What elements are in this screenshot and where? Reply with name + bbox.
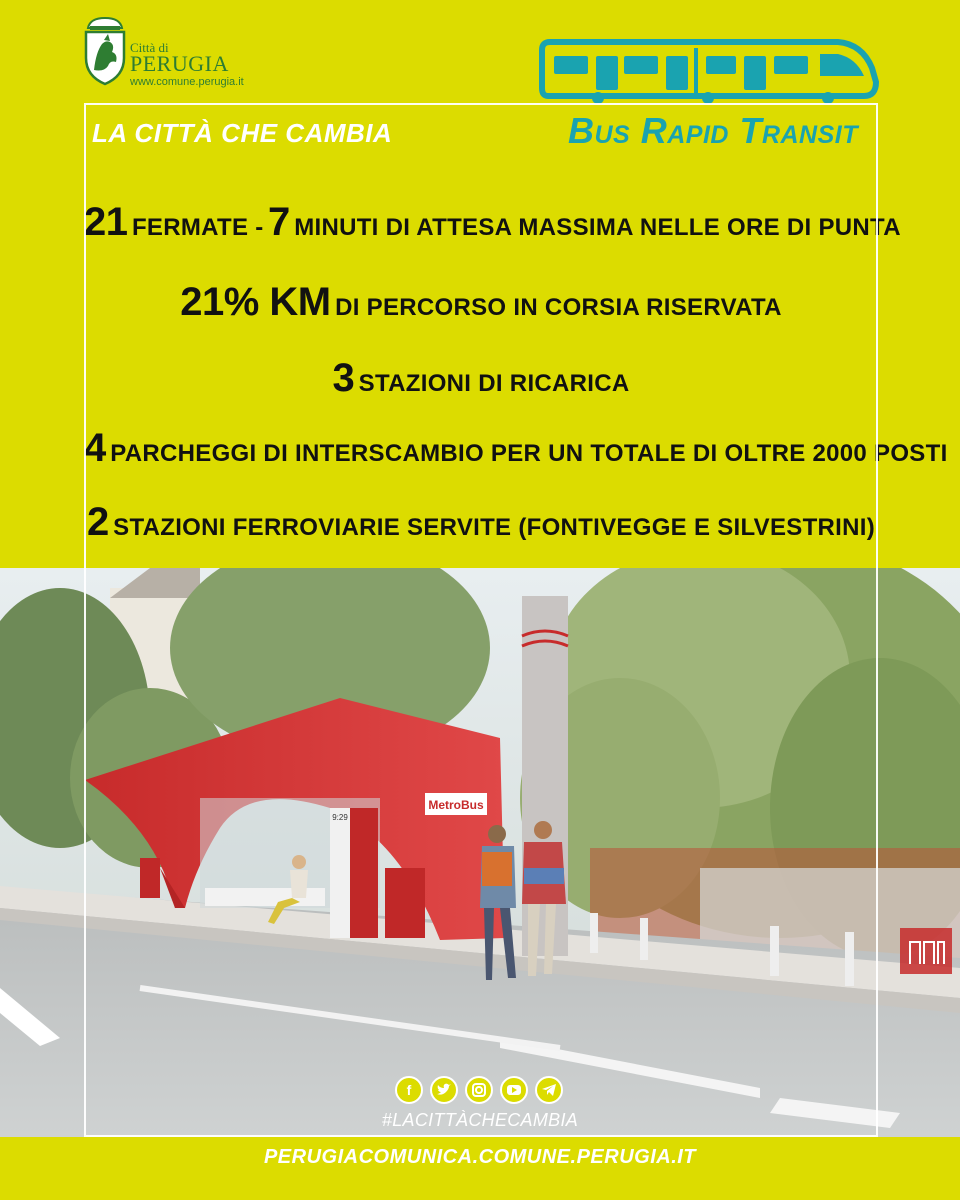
fact-number: 21% KM	[180, 280, 331, 324]
bus-stop-rendering	[0, 568, 960, 1137]
timetable-label: 9:29	[332, 813, 348, 822]
tagline: LA CITTÀ CHE CAMBIA	[92, 118, 393, 148]
fact-stops	[84, 200, 901, 244]
coat-of-arms-icon	[82, 14, 128, 86]
fact-railway-stations	[84, 502, 878, 542]
fact-text: MINUTI DI ATTESA MASSIMA NELLE ORE DI PUNTA	[294, 214, 901, 241]
website-link[interactable]: PERUGIACOMUNICA.COMUNE.PERUGIA.IT	[263, 1146, 697, 1168]
fact-text: STAZIONI FERROVIARIE SERVITE (FONTIVEGGE E SILVESTRINI)	[113, 514, 876, 541]
fact-number: 21	[84, 200, 128, 244]
brt-bus-icon	[538, 38, 880, 106]
telegram-icon[interactable]	[535, 1076, 563, 1104]
fact-number: 4	[84, 426, 106, 470]
fact-number: 3	[332, 356, 355, 400]
fact-text: FERMATE -	[131, 214, 264, 241]
logo-line1: Città di	[130, 40, 169, 55]
logo-city-name: PERUGIA	[130, 51, 229, 76]
shelter-sign: MetroBus	[428, 798, 484, 812]
fact-text: STAZIONI DI RICARICA	[358, 370, 630, 397]
fact-charging-stations	[84, 358, 878, 398]
fact-text: DI PERCORSO IN CORSIA RISERVATA	[335, 294, 782, 321]
fact-number: 7	[267, 200, 290, 244]
logo-url[interactable]: www.comune.perugia.it	[130, 76, 244, 88]
fact-text: PARCHEGGI DI INTERSCAMBIO PER UN TOTALE DI OLTRE 2000 POSTI	[110, 440, 948, 467]
instagram-icon[interactable]	[465, 1076, 493, 1104]
bus-stop-illustration	[0, 568, 960, 1137]
hashtag: #LACITTÀCHECAMBIA	[381, 1110, 579, 1130]
fact-reserved-lane	[84, 282, 878, 322]
fact-parking	[84, 426, 948, 470]
facebook-icon[interactable]: f	[395, 1076, 423, 1104]
city-logo[interactable]	[82, 14, 262, 90]
social-links	[395, 1076, 575, 1106]
twitter-icon[interactable]	[430, 1076, 458, 1104]
fact-number: 2	[86, 500, 109, 544]
brt-title: Bus Rapid Transit	[568, 110, 859, 151]
youtube-icon[interactable]	[500, 1076, 528, 1104]
